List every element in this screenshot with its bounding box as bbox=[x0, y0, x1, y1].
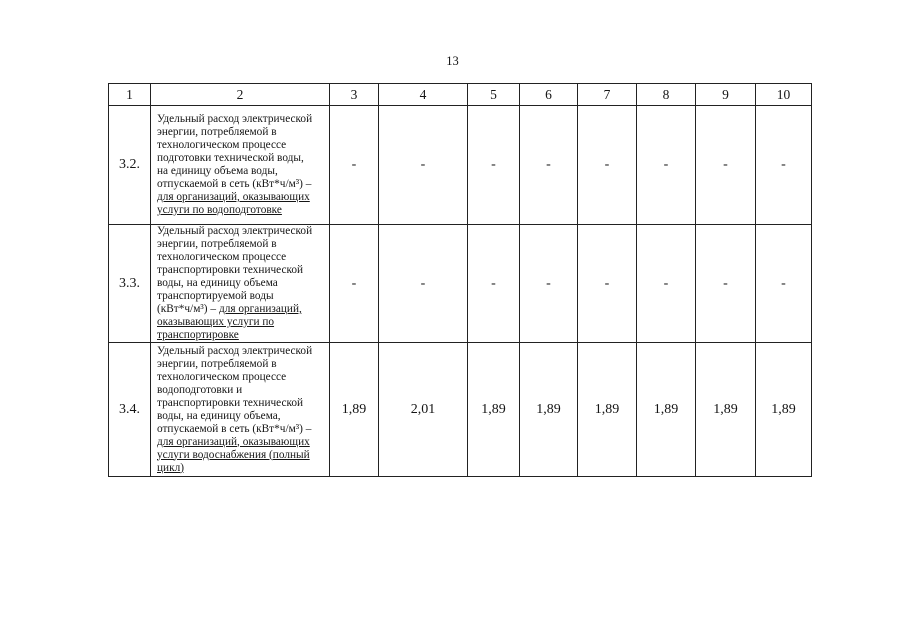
value-cell: - bbox=[637, 106, 696, 225]
value-cell: - bbox=[520, 106, 578, 225]
value-cell: 1,89 bbox=[696, 343, 756, 477]
table-header-row bbox=[109, 84, 812, 106]
value-cell: - bbox=[330, 106, 379, 225]
header-cell: 9 bbox=[696, 84, 756, 106]
description-line: воды, на единицу объема bbox=[157, 277, 278, 289]
description-line-underlined: услуги по водоподготовке bbox=[157, 204, 282, 216]
description-cell bbox=[151, 343, 330, 477]
value-cell: - bbox=[330, 225, 379, 343]
header-cell: 4 bbox=[379, 84, 468, 106]
header-cell: 6 bbox=[520, 84, 578, 106]
description-line-underlined: оказывающих услуги по bbox=[157, 316, 275, 328]
table-row bbox=[109, 106, 812, 225]
description-line: Удельный расход электрической bbox=[157, 113, 313, 125]
value-cell: - bbox=[468, 225, 520, 343]
header-cell: 10 bbox=[756, 84, 812, 106]
description-line-underlined: цикл) bbox=[157, 461, 184, 474]
indicators-table bbox=[108, 83, 812, 477]
description-line: энергии, потребляемой в bbox=[157, 126, 277, 138]
value-cell: 1,89 bbox=[578, 343, 637, 477]
header-cell: 7 bbox=[578, 84, 637, 106]
value-cell: - bbox=[637, 225, 696, 343]
value-cell: - bbox=[468, 106, 520, 225]
description-segment: (кВт*ч/м³) – bbox=[157, 303, 216, 315]
description-line: технологическом процессе bbox=[157, 251, 287, 263]
description-line: технологическом процессе bbox=[157, 139, 287, 151]
header-cell: 1 bbox=[109, 84, 151, 106]
description-line: отпускаемой в сеть (кВт*ч/м³) – bbox=[157, 178, 312, 190]
description-line: водоподготовки и bbox=[157, 383, 243, 396]
value-cell: - bbox=[696, 106, 756, 225]
description-segment-underlined: для организаций, bbox=[218, 303, 302, 315]
description-line-underlined: услуги водоснабжения (полный bbox=[157, 448, 310, 461]
value-cell: 1,89 bbox=[756, 343, 812, 477]
page-number: 13 bbox=[446, 54, 459, 68]
header-cell: 8 bbox=[637, 84, 696, 106]
row-number-cell: 3.3. bbox=[109, 225, 151, 343]
description-line: технологическом процессе bbox=[157, 370, 287, 383]
description-cell bbox=[151, 106, 330, 225]
description-line: транспортируемой воды bbox=[157, 290, 274, 302]
table-row bbox=[109, 225, 812, 343]
value-cell: 1,89 bbox=[520, 343, 578, 477]
description-line: транспортировки технической bbox=[157, 264, 304, 276]
value-cell: - bbox=[379, 225, 468, 343]
description-line: подготовки технической воды, bbox=[157, 152, 304, 164]
value-cell: - bbox=[696, 225, 756, 343]
value-cell: - bbox=[379, 106, 468, 225]
description-line-underlined: транспортировке bbox=[157, 329, 239, 341]
row-number-cell: 3.4. bbox=[109, 343, 151, 477]
value-cell: 1,89 bbox=[468, 343, 520, 477]
value-cell: - bbox=[756, 106, 812, 225]
value-cell: 1,89 bbox=[330, 343, 379, 477]
value-cell: - bbox=[756, 225, 812, 343]
description-line: Удельный расход электрической bbox=[157, 225, 313, 237]
value-cell: - bbox=[578, 225, 637, 343]
description-line: Удельный расход электрической bbox=[157, 344, 313, 357]
description-line: энергии, потребляемой в bbox=[157, 357, 277, 370]
description-line: на единицу объема воды, bbox=[157, 165, 278, 177]
value-cell: 1,89 bbox=[637, 343, 696, 477]
value-cell: 2,01 bbox=[379, 343, 468, 477]
description-line: воды, на единицу объема, bbox=[157, 409, 281, 422]
value-cell: - bbox=[578, 106, 637, 225]
header-cell: 2 bbox=[151, 84, 330, 106]
description-cell bbox=[151, 225, 330, 343]
description-line-underlined: для организаций, оказывающих bbox=[157, 435, 310, 448]
description-line: транспортировки технической bbox=[157, 396, 304, 409]
description-line: отпускаемой в сеть (кВт*ч/м³) – bbox=[157, 422, 312, 435]
table-row bbox=[109, 343, 812, 477]
description-line: энергии, потребляемой в bbox=[157, 238, 277, 250]
value-cell: - bbox=[520, 225, 578, 343]
description-line-mixed bbox=[157, 303, 329, 316]
description-line-underlined: для организаций, оказывающих bbox=[157, 191, 310, 203]
row-number-cell: 3.2. bbox=[109, 106, 151, 225]
header-cell: 5 bbox=[468, 84, 520, 106]
header-cell: 3 bbox=[330, 84, 379, 106]
